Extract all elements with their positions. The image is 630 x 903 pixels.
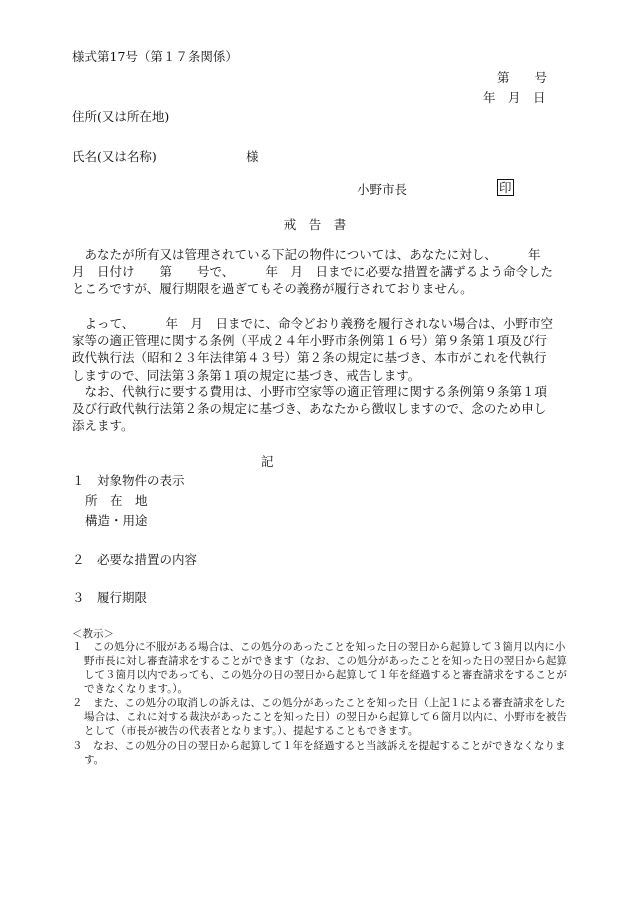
body-paragraph-2: よって、 年 月 日までに、命令どおり義務を履行されない場合は、小野市空家等の適正管理に関する条例（平成２４年小野市条例第１６号）第９条第１項及び行政代執行法（昭和２３年法律第４３号）第２条の規定に基づき、本市がこれを代執行しますので、同法第３条第１項の規定に基づき、戒告します。	[72, 316, 554, 383]
item-3-deadline: ３ 履行期限	[72, 590, 148, 605]
notice-item-1: １ この処分に不服がある場合は、この処分のあったことを知った日の翌日から起算して３箇月以内に小野市長に対し審査請求をすることができます（なお、この処分があったことを知った日の翌日から起算して３箇月以内であっても、この処分の日の翌日から起算して１年を経過すると審査請求をすることができなくなります。）。	[72, 641, 567, 695]
body-paragraph-1: あなたが所有又は管理されている下記の物件については、あなたに対し、 年 月 日付け 第 号で、 年 月 日までに必要な措置を講ずるよう命令したところですが、履行期限を過ぎてもその義務が履行されておりません。	[72, 247, 554, 297]
document-title: 戒 告 書	[283, 217, 347, 232]
issuer: 小野市長	[357, 182, 408, 197]
form-id: 様式第17号（第１７条関係）	[72, 49, 238, 64]
item-1-location: 所 在 地	[85, 493, 148, 508]
seal-stamp: 印	[499, 180, 512, 195]
name-label: 氏名(又は名称)	[72, 149, 157, 164]
name-honorific: 様	[246, 149, 259, 164]
notice-item-2: ２ また、この処分の取消しの訴えは、この処分があったことを知った日（上記１による審査請求をした場合は、これに対する裁決があったことを知った日）の翌日から起算して６箇月以内に、小野市を被告として（市長が被告の代表者となります。）、提起することもできます。	[72, 697, 567, 737]
item-1-target: １ 対象物件の表示	[72, 473, 185, 488]
ki-heading: 記	[261, 454, 274, 469]
notice-item-3: ３ なお、この処分の日の翌日から起算して１年を経過すると当該訴えを提起することができなくなります。	[72, 740, 566, 766]
item-1-structure: 構造・用途	[85, 513, 148, 528]
address-label: 住所(又は所在地)	[72, 109, 170, 124]
document-number: 第 号	[497, 70, 548, 85]
item-2-measures: ２ 必要な措置の内容	[72, 552, 198, 567]
body-paragraph-3: なお、代執行に要する費用は、小野市空家等の適正管理に関する条例第９条第１項及び行政代執行法第２条の規定に基づき、あなたから徴収しますので、念のため申し添えます。	[72, 384, 548, 434]
notice-heading: ＜教示＞	[72, 628, 114, 640]
document-date: 年 月 日	[483, 90, 546, 105]
